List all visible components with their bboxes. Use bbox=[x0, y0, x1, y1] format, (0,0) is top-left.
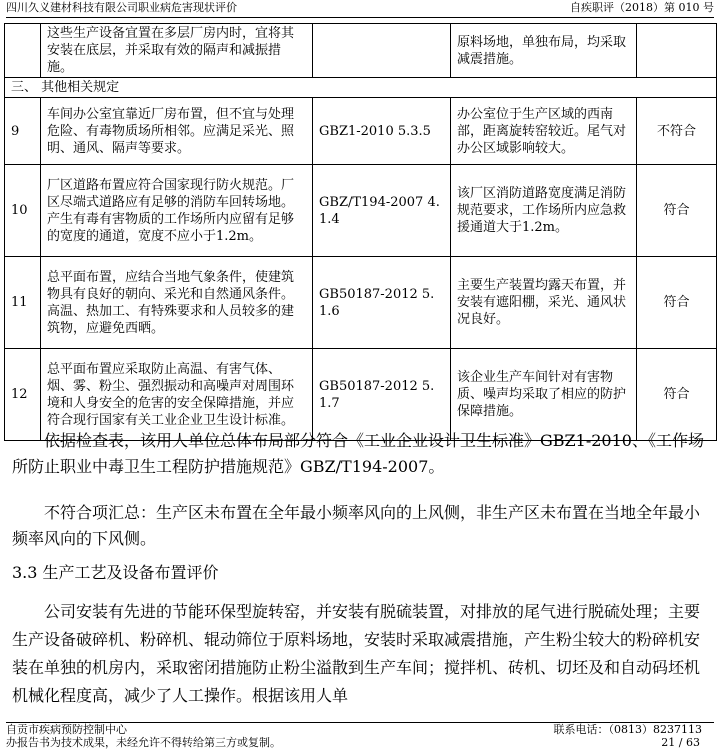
table-row bbox=[5, 257, 717, 349]
table-row bbox=[5, 349, 717, 441]
requirement-cell: 这些生产设备宜置在多层厂房内时，宜将其安装在底层，并采取有效的隔声和减振措施。 bbox=[41, 24, 313, 78]
status-cell: 办公室位于生产区域的西南部，距离旋转窑较近。尾气对办公区域影响较大。 bbox=[451, 98, 637, 165]
basis-cell: GBZ/T194-2007 4.1.4 bbox=[313, 165, 451, 257]
header-company-title: 四川久义建材科技有限公司职业病危害现状评价 bbox=[6, 1, 237, 14]
result-cell bbox=[637, 24, 717, 78]
basis-cell: GB50187-2012 5.1.7 bbox=[313, 349, 451, 441]
row-number-cell bbox=[5, 24, 41, 78]
requirement-cell: 厂区道路布置应符合国家现行防火规范。厂区尽端式道路应有足够的消防车回转场地。产生有毒有害物质的工作场所内应留有足够的宽度的通道，宽度不应小于1.2m。 bbox=[41, 165, 313, 257]
status-cell: 主要生产装置均露天布置，并安装有遮阳棚，采光、通风状况良好。 bbox=[451, 257, 637, 349]
page-footer bbox=[6, 722, 714, 749]
requirement-cell: 车间办公室宜靠近厂房布置，但不宜与处理危险、有毒物质场所相邻。应满足采光、照明、通风、隔声等要求。 bbox=[41, 98, 313, 165]
table-row bbox=[5, 165, 717, 257]
basis-cell bbox=[313, 24, 451, 78]
page-header bbox=[6, 0, 714, 18]
row-number-cell: 9 bbox=[5, 98, 41, 165]
result-cell: 符合 bbox=[637, 165, 717, 257]
row-number-cell: 12 bbox=[5, 349, 41, 441]
row-number-cell: 11 bbox=[5, 257, 41, 349]
row-number-cell: 10 bbox=[5, 165, 41, 257]
table-row bbox=[5, 98, 717, 165]
table-row bbox=[5, 24, 717, 78]
nonconformity-summary: 不符合项汇总：生产区未布置在全年最小频率风向的上风侧，非生产区未布置在当地全年最小频率风向的下风侧。 bbox=[12, 503, 701, 548]
status-cell: 该企业生产车间针对有害物质、噪声均采取了相应的防护保障措施。 bbox=[451, 349, 637, 441]
status-cell: 该厂区消防道路宽度满足消防规范要求，工作场所内应急救援通道大于1.2m。 bbox=[451, 165, 637, 257]
process-paragraph: 公司安装有先进的节能环保型旋转窑，并安装有脱硫装置，对排放的尾气进行脱硫处理；主要生产设备破碎机、粉碎机、辊动筛位于原料场地，安装时采取减震措施，产生粉尘较大的粉碎机安装在单独的机房内，采取密闭措施防止粉尘溢散到生产车间；搅拌机、砖机、切坯及和自动码坯机机械化程度高，减少了人工操作。根据该用人单 bbox=[12, 602, 701, 705]
status-cell: 原料场地，单独布局，均采取减震措施。 bbox=[451, 24, 637, 78]
result-cell: 不符合 bbox=[637, 98, 717, 165]
footer-phone: 联系电话：（0813）8237113 bbox=[553, 723, 702, 736]
basis-cell: GB50187-2012 5.1.6 bbox=[313, 257, 451, 349]
requirement-cell: 总平面布置应采取防止高温、有害气体、烟、雾、粉尘、强烈振动和高噪声对周围环境和人身安全的危害的安全保障措施，并应符合现行国家有关工业企业卫生设计标准。 bbox=[41, 349, 313, 441]
inspection-table bbox=[4, 23, 717, 441]
requirement-cell: 总平面布置，应结合当地气象条件，使建筑物具有良好的朝向、采光和自然通风条件。高温、热加工、有特殊要求和人员较多的建筑物，应避免西晒。 bbox=[41, 257, 313, 349]
header-report-number: 自疾职评（2018）第 010 号 bbox=[570, 1, 714, 14]
basis-cell: GBZ1-2010 5.3.5 bbox=[313, 98, 451, 165]
section-heading: 3.3 生产工艺及设备布置评价 bbox=[12, 563, 219, 582]
result-cell: 符合 bbox=[637, 349, 717, 441]
footer-organization: 自贡市疾病预防控制中心 bbox=[6, 723, 127, 736]
section-title: 三、 其他相关规定 bbox=[5, 78, 717, 98]
result-cell: 符合 bbox=[637, 257, 717, 349]
page-number: 21 / 63 bbox=[661, 736, 700, 749]
footer-notice: 办报告书为技术成果，未经允许不得转给第三方或复制。 bbox=[6, 736, 281, 749]
conclusion-paragraph: 依据检查表，该用人单位总体布局部分符合《工业企业设计卫生标准》GBZ1-2010、《工作场所防止职业中毒卫生工程防护措施规范》GBZ/T194-2007。 bbox=[12, 431, 704, 476]
table-section-row bbox=[5, 78, 717, 98]
